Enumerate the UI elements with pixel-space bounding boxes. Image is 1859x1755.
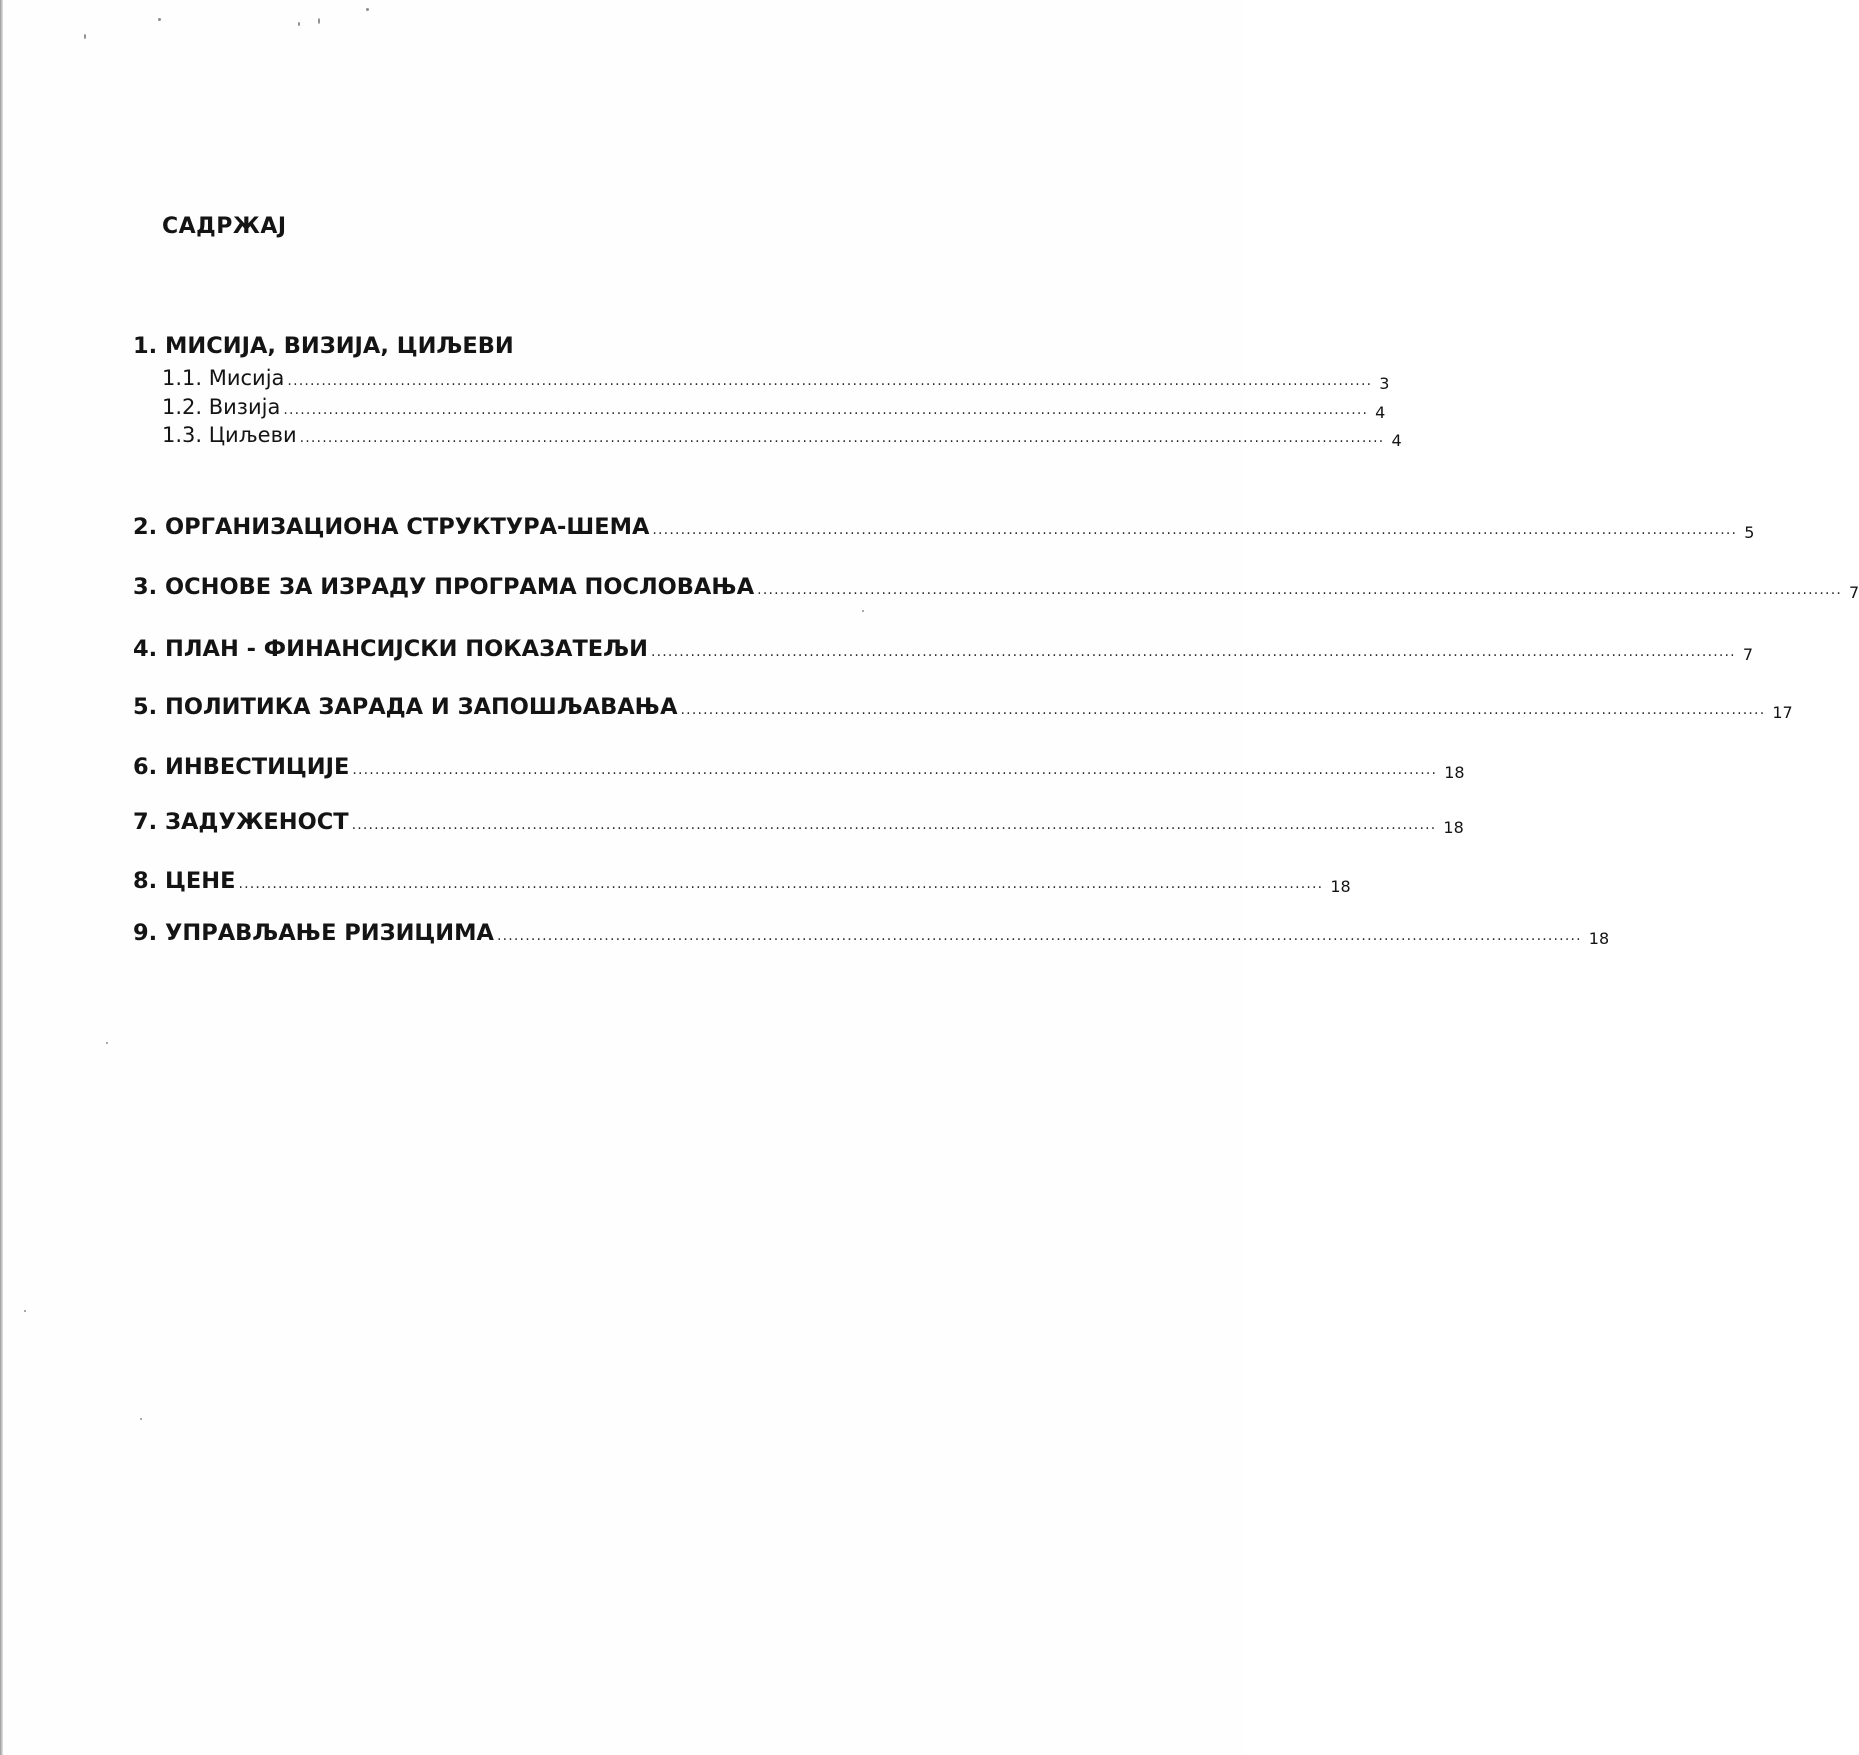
- toc-section-label: 8. ЦЕНЕ: [133, 868, 236, 894]
- dot-leader: ................................................................................................................................................................................................: [283, 402, 1369, 418]
- scan-speck: [106, 1042, 108, 1044]
- toc-section-label: 3. ОСНОВЕ ЗА ИЗРАДУ ПРОГРАМА ПОСЛОВАЊА: [133, 574, 755, 600]
- toc-section-2: [133, 514, 1755, 542]
- dot-leader: ................................................................................................................................................................................................: [238, 876, 1324, 892]
- toc-page-number: 18: [1588, 929, 1610, 948]
- toc-section-4: [133, 636, 1754, 664]
- toc-section-6: [133, 754, 1465, 782]
- toc-section-8: [133, 868, 1351, 896]
- toc-subsection-1-1: [162, 366, 1390, 393]
- dot-leader: ................................................................................................................................................................................................: [496, 928, 1582, 944]
- scan-speck: [318, 18, 320, 24]
- dot-leader: ................................................................................................................................................................................................: [287, 373, 1373, 389]
- scan-speck: [366, 8, 369, 11]
- toc-page-number: 7: [1742, 645, 1754, 664]
- toc-page-number: 18: [1330, 877, 1351, 896]
- toc-section-9: [133, 920, 1610, 948]
- toc-page-number: 4: [1375, 403, 1386, 422]
- dot-leader: ................................................................................................................................................................................................: [351, 817, 1437, 833]
- toc-subsection-label: 1.3. Циљеви: [162, 423, 297, 447]
- toc-page-number: 7: [1849, 583, 1859, 602]
- toc-page-number: 5: [1744, 523, 1755, 542]
- toc-page-number: 4: [1391, 431, 1402, 450]
- scan-speck: [298, 22, 300, 26]
- scan-edge: [0, 0, 3, 1755]
- toc-section-label: 5. ПОЛИТИКА ЗАРАДА И ЗАПОШЉАВАЊА: [133, 694, 678, 720]
- dot-leader: ................................................................................................................................................................................................: [299, 430, 1385, 446]
- toc-section-label: 7. ЗАДУЖЕНОСТ: [133, 809, 349, 835]
- toc-section-3: [133, 574, 1859, 602]
- dot-leader: ................................................................................................................................................................................................: [652, 522, 1738, 538]
- toc-section-label: 9. УПРАВЉАЊЕ РИЗИЦИМА: [133, 920, 494, 946]
- toc-page-number: 3: [1379, 374, 1390, 393]
- toc-section-5: [133, 694, 1793, 722]
- toc-section-1: 1. МИСИЈА, ВИЗИЈА, ЦИЉЕВИ: [133, 333, 514, 359]
- page-title: САДРЖАЈ: [162, 214, 287, 239]
- scan-speck: [24, 1310, 26, 1312]
- dot-leader: ................................................................................................................................................................................................: [680, 702, 1766, 718]
- toc-subsection-label: 1.1. Мисија: [162, 366, 285, 390]
- scan-speck: [862, 610, 864, 612]
- toc-page-number: 17: [1772, 703, 1793, 722]
- dot-leader: ................................................................................................................................................................................................: [757, 582, 1843, 598]
- toc-subsection-label: 1.2. Визија: [162, 395, 281, 419]
- toc-subsection-1-2: [162, 395, 1386, 422]
- dot-leader: ................................................................................................................................................................................................: [650, 644, 1736, 660]
- toc-section-7: [133, 809, 1464, 837]
- dot-leader: ................................................................................................................................................................................................: [352, 762, 1438, 778]
- toc-section-label: 6. ИНВЕСТИЦИЈЕ: [133, 754, 350, 780]
- toc-page-number: 18: [1443, 818, 1464, 837]
- scan-speck: [84, 34, 86, 39]
- scan-speck: [158, 18, 161, 21]
- toc-section-label: 2. ОРГАНИЗАЦИОНА СТРУКТУРА-ШЕМА: [133, 514, 650, 540]
- toc-page-number: 18: [1444, 763, 1465, 782]
- toc-subsection-1-3: [162, 423, 1402, 450]
- scan-speck: [140, 1418, 142, 1420]
- toc-section-label: 4. ПЛАН - ФИНАНСИЈСКИ ПОКАЗАТЕЉИ: [133, 636, 648, 662]
